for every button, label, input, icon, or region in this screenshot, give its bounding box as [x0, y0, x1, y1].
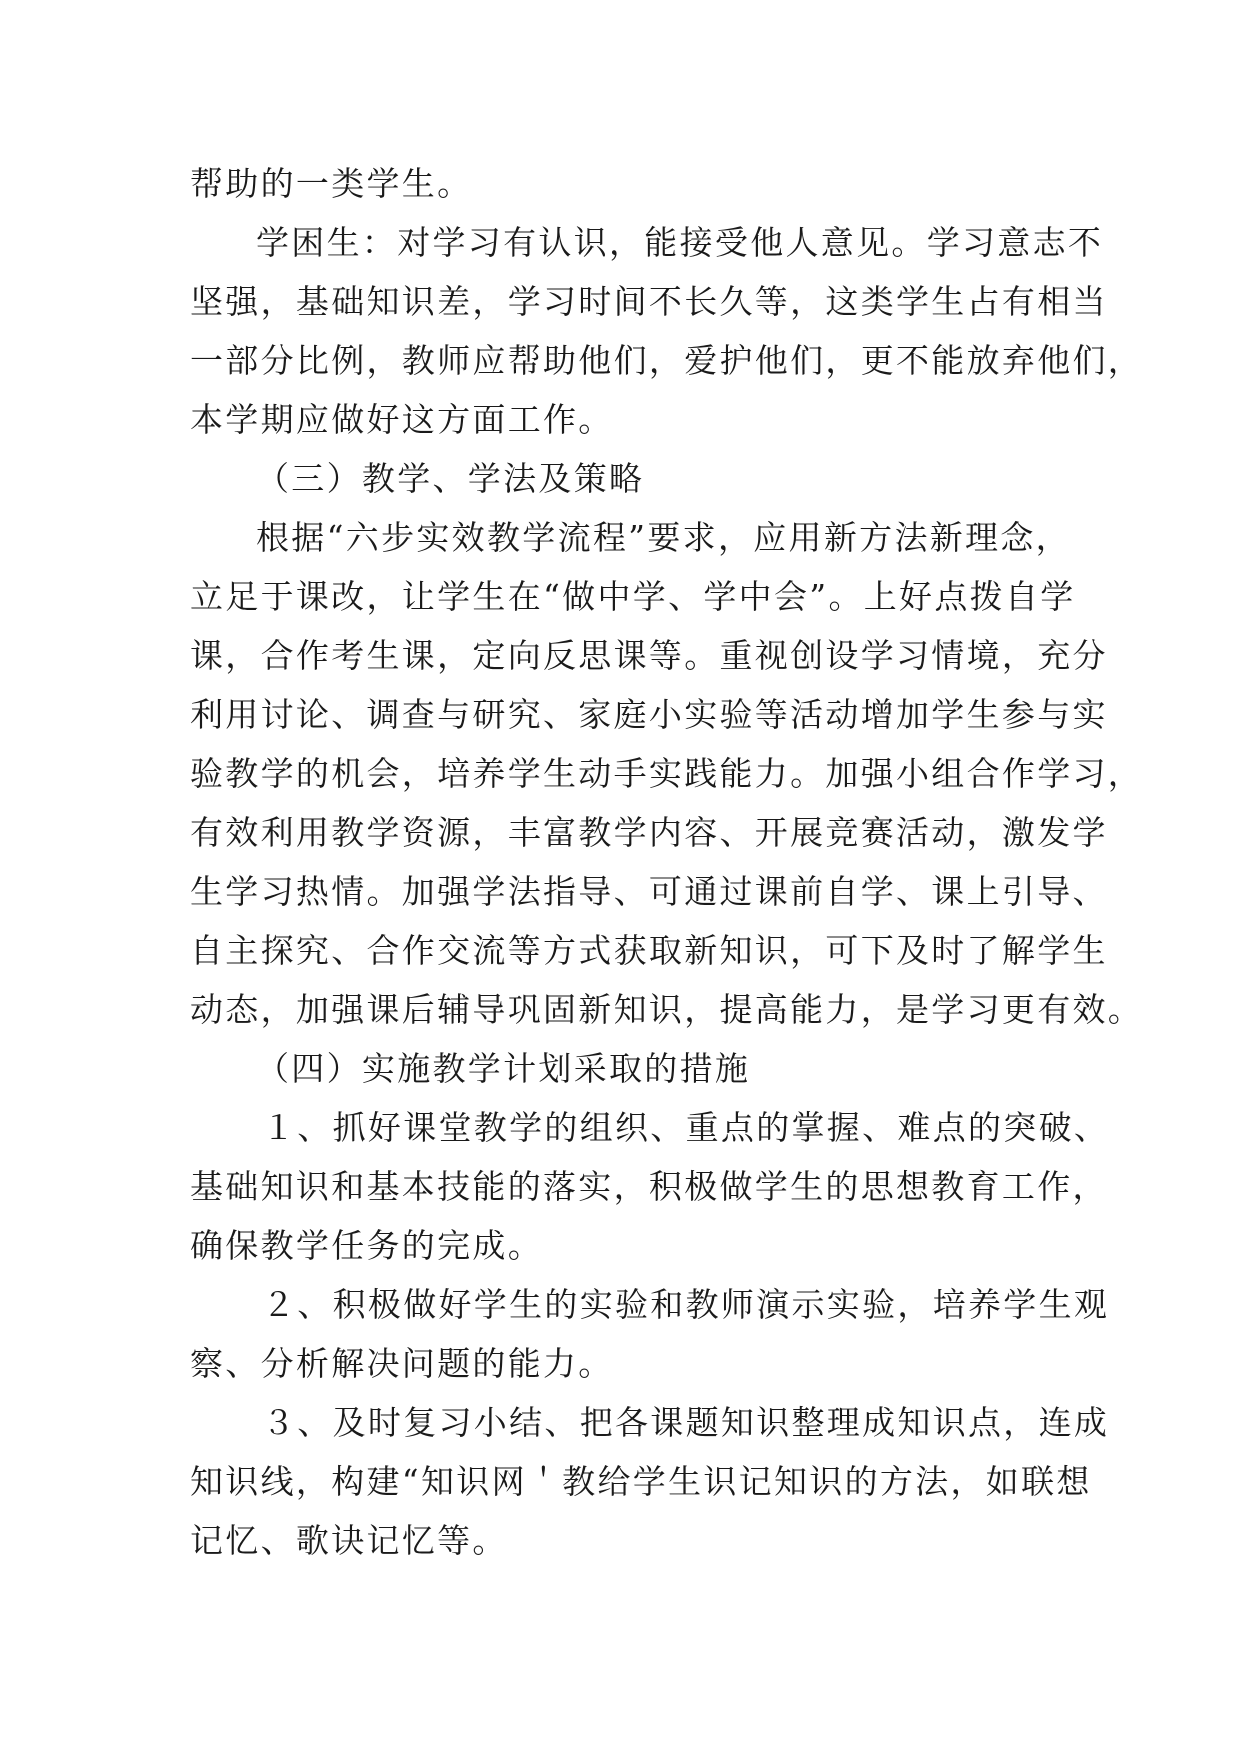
text-line: 学困生：对学习有认识，能接受他人意见。学习意志不	[256, 223, 1104, 262]
text-line: 动态，加强课后辅导巩固新知识，提高能力，是学习更有效。	[190, 990, 1144, 1029]
text-line: 验教学的机会，培养学生动手实践能力。加强小组合作学习，	[190, 754, 1144, 793]
text-line: 察、分析解决问题的能力。	[190, 1344, 614, 1383]
text-line: 知识线，构建“知识网＇教给学生识记知识的方法，如联想	[190, 1462, 1092, 1501]
text-line: 坚强，基础知识差，学习时间不长久等，这类学生占有相当	[190, 282, 1108, 321]
text-line: １、抓好课堂教学的组织、重点的掌握、难点的突破、	[262, 1108, 1110, 1147]
text-line: 本学期应做好这方面工作。	[190, 400, 614, 439]
text-line: 有效利用教学资源，丰富教学内容、开展竞赛活动，激发学	[190, 813, 1108, 852]
text-line: 基础知识和基本技能的落实，积极做学生的思想教育工作，	[190, 1167, 1108, 1206]
text-line: 自主探究、合作交流等方式获取新知识，可下及时了解学生	[190, 931, 1108, 970]
text-line: 立足于课改，让学生在“做中学、学中会”。上好点拨自学	[190, 577, 1076, 616]
text-line: ３、及时复习小结、把各课题知识整理成知识点，连成	[262, 1403, 1110, 1442]
text-line: 帮助的一类学生。	[190, 164, 473, 203]
text-line: 记忆、歌诀记忆等。	[190, 1521, 508, 1560]
text-line: 利用讨论、调查与研究、家庭小实验等活动增加学生参与实	[190, 695, 1108, 734]
text-line: 根据“六步实效教学流程”要求，应用新方法新理念，	[256, 518, 1071, 557]
text-line: ２、积极做好学生的实验和教师演示实验，培养学生观	[262, 1285, 1110, 1324]
text-line: 一部分比例，教师应帮助他们，爱护他们，更不能放弃他们，	[190, 341, 1144, 380]
text-line: 课，合作考生课，定向反思课等。重视创设学习情境，充分	[190, 636, 1108, 675]
text-line: 生学习热情。加强学法指导、可通过课前自学、课上引导、	[190, 872, 1108, 911]
section-heading: （四）实施教学计划采取的措施	[256, 1049, 751, 1088]
section-heading: （三）教学、学法及策略	[256, 459, 645, 498]
text-line: 确保教学任务的完成。	[190, 1226, 543, 1265]
